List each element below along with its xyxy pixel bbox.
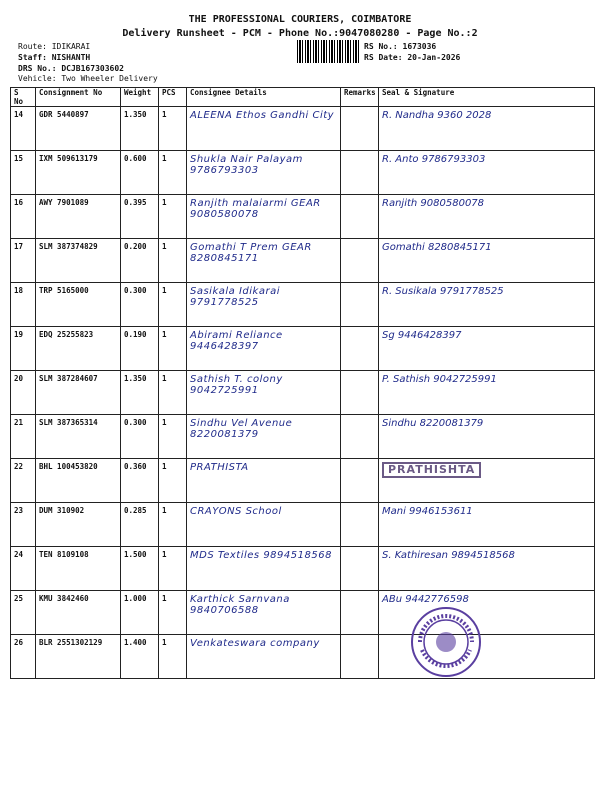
cell-pcs: 1 [159,635,187,679]
cell-weight: 1.400 [121,635,159,679]
cell-pcs: 1 [159,371,187,415]
drs-label: DRS No.: DCJB167303602 [18,64,124,73]
cell-consignment: SLM 387365314 [36,415,121,459]
cell-weight: 0.395 [121,195,159,239]
col-pcs: PCS [159,88,187,107]
cell-consignment: DUM 310902 [36,503,121,547]
cell-consignee: Shukla Nair Palayam 9786793303 [187,151,341,195]
cell-signature: Ranjith 9080580078 [379,195,595,239]
table-row [11,327,595,371]
table-row [11,283,595,327]
cell-consignee: Sindhu Vel Avenue 8220081379 [187,415,341,459]
cell-weight: 1.350 [121,371,159,415]
cell-remarks [341,591,379,635]
table-row [11,371,595,415]
cell-sno: 24 [11,547,36,591]
cell-consignment: GDR 5440897 [36,107,121,151]
cell-sno: 25 [11,591,36,635]
cell-remarks [341,151,379,195]
table-row [11,107,595,151]
cell-consignee: Ranjith malaiarmi GEAR 9080580078 [187,195,341,239]
cell-weight: 0.285 [121,503,159,547]
cell-signature: Sg 9446428397 [379,327,595,371]
cell-pcs: 1 [159,503,187,547]
cell-remarks [341,547,379,591]
cell-weight: 1.350 [121,107,159,151]
company-title: THE PROFESSIONAL COURIERS, COIMBATORE [188,14,412,25]
cell-pcs: 1 [159,547,187,591]
cell-weight: 0.600 [121,151,159,195]
table-row [11,547,595,591]
cell-sno: 20 [11,371,36,415]
cell-signature: R. Susikala 9791778525 [379,283,595,327]
col-signature: Seal & Signature [379,88,595,107]
cell-consignment: SLM 387284607 [36,371,121,415]
cell-signature: R. Anto 9786793303 [379,151,595,195]
cell-consignee: Gomathi T Prem GEAR 8280845171 [187,239,341,283]
table-row [11,195,595,239]
cell-weight: 0.190 [121,327,159,371]
cell-pcs: 1 [159,195,187,239]
cell-signature: ABu 9442776598 [379,591,595,635]
cell-consignee: Karthick Sarnvana 9840706588 [187,591,341,635]
stamp: PRATHISHTA [382,462,481,478]
table-row [11,503,595,547]
col-consignee: Consignee Details [187,88,341,107]
cell-remarks [341,107,379,151]
cell-signature: R. Nandha 9360 2028 [379,107,595,151]
cell-sno: 19 [11,327,36,371]
cell-signature: P. Sathish 9042725991 [379,371,595,415]
cell-consignment: BHL 100453820 [36,459,121,503]
cell-sno: 18 [11,283,36,327]
cell-consignee: CRAYONS School [187,503,341,547]
cell-consignment: AWY 7901089 [36,195,121,239]
runsheet-table [10,87,595,679]
cell-consignee: Venkateswara company [187,635,341,679]
cell-signature: Sindhu 8220081379 [379,415,595,459]
table-row [11,239,595,283]
table-row [11,151,595,195]
cell-sno: 16 [11,195,36,239]
table-row [11,591,595,635]
cell-consignment: EDQ 25255823 [36,327,121,371]
table-row [11,459,595,503]
cell-sno: 15 [11,151,36,195]
cell-remarks [341,195,379,239]
cell-consignee: Sasikala Idikarai 9791778525 [187,283,341,327]
cell-sno: 22 [11,459,36,503]
cell-consignment: TEN 8109108 [36,547,121,591]
cell-signature [379,459,595,503]
col-sno: S No [11,88,36,107]
cell-pcs: 1 [159,239,187,283]
cell-remarks [341,371,379,415]
cell-pcs: 1 [159,459,187,503]
cell-remarks [341,635,379,679]
cell-consignee: Abirami Reliance 9446428397 [187,327,341,371]
barcode [297,40,359,63]
cell-consignment: IXM 509613179 [36,151,121,195]
cell-consignee: PRATHISTA [187,459,341,503]
runsheet-subtitle: Delivery Runsheet - PCM - Phone No.:9047080280 - Page No.:2 [122,28,478,39]
cell-consignee: Sathish T. colony 9042725991 [187,371,341,415]
cell-remarks [341,503,379,547]
cell-pcs: 1 [159,107,187,151]
cell-weight: 1.500 [121,547,159,591]
cell-signature: S. Kathiresan 9894518568 [379,547,595,591]
table-row [11,415,595,459]
cell-remarks [341,415,379,459]
cell-remarks [341,459,379,503]
cell-signature: Mani 9946153611 [379,503,595,547]
cell-pcs: 1 [159,591,187,635]
cell-weight: 0.300 [121,415,159,459]
cell-sno: 21 [11,415,36,459]
vehicle-label: Vehicle: Two Wheeler Delivery [18,74,158,83]
route-label: Route: IDIKARAI [18,42,91,51]
col-remarks: Remarks [341,88,379,107]
cell-consignment: KMU 3842460 [36,591,121,635]
cell-consignment: BLR 2551302129 [36,635,121,679]
cell-signature: Gomathi 8280845171 [379,239,595,283]
cell-weight: 1.000 [121,591,159,635]
cell-weight: 0.300 [121,283,159,327]
cell-remarks [341,239,379,283]
cell-pcs: 1 [159,327,187,371]
col-weight: Weight [121,88,159,107]
staff-label: Staff: NISHANTH [18,53,91,62]
cell-sno: 26 [11,635,36,679]
cell-remarks [341,283,379,327]
cell-sno: 23 [11,503,36,547]
cell-pcs: 1 [159,415,187,459]
rs-number: RS No.: 1673036 [364,42,437,51]
cell-remarks [341,327,379,371]
cell-weight: 0.360 [121,459,159,503]
cell-consignment: SLM 387374829 [36,239,121,283]
cell-weight: 0.200 [121,239,159,283]
cell-sno: 14 [11,107,36,151]
rs-date: RS Date: 20-Jan-2026 [364,53,461,62]
cell-pcs: 1 [159,151,187,195]
courier-seal [410,606,482,678]
cell-consignee: ALEENA Ethos Gandhi City [187,107,341,151]
cell-consignment: TRP 5165000 [36,283,121,327]
cell-pcs: 1 [159,283,187,327]
table-row [11,635,595,679]
table-header [11,88,595,107]
cell-sno: 17 [11,239,36,283]
cell-consignee: MDS Textiles 9894518568 [187,547,341,591]
col-consignment: Consignment No [36,88,121,107]
